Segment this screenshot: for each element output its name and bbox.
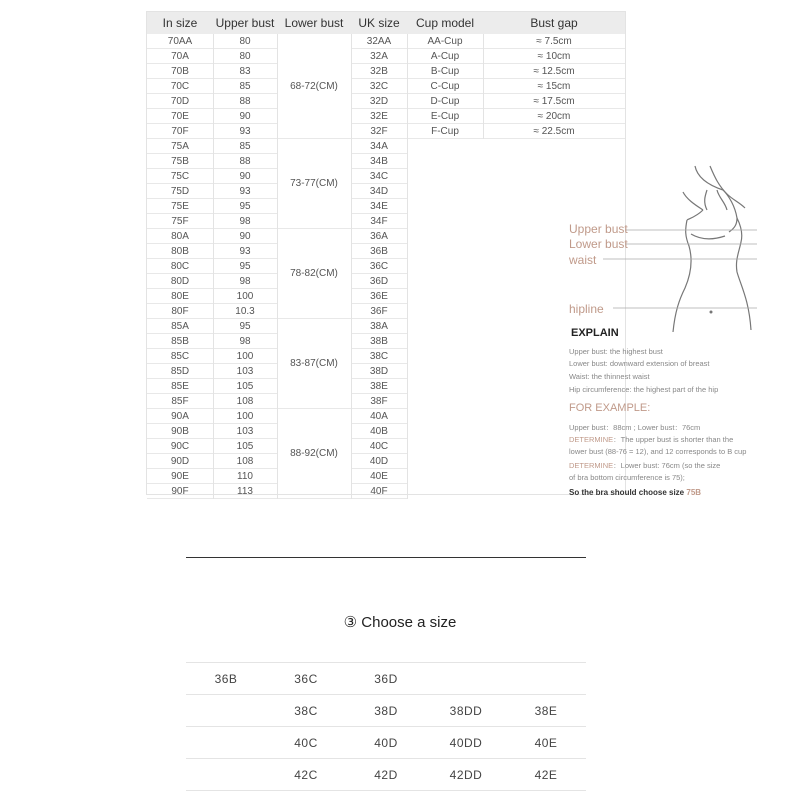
determine-2-line-a: DETERMINE：Lower bust: 76cm (so the size (569, 461, 721, 470)
in-size-cell: 70B (147, 64, 213, 79)
in-size-cell: 85E (147, 379, 213, 394)
in-size-cell: 80F (147, 304, 213, 319)
size-option-38c[interactable]: 38C (294, 704, 318, 718)
upper-bust-cell: 103 (213, 424, 277, 439)
uk-size-cell: 36B (351, 244, 407, 259)
upper-bust-cell: 110 (213, 469, 277, 484)
cup-model-cell: A-Cup (407, 49, 483, 64)
uk-size-cell: 38E (351, 379, 407, 394)
bust-gap-cell: ≈ 22.5cm (483, 124, 625, 139)
uk-size-cell: 34C (351, 169, 407, 184)
cup-model-cell: AA-Cup (407, 34, 483, 49)
determine-1-line-b: lower bust (88-76 = 12), and 12 corresponds to B cup (569, 447, 747, 456)
size-option-36d[interactable]: 36D (374, 672, 398, 686)
upper-bust-cell: 80 (213, 49, 277, 64)
uk-size-cell: 36A (351, 229, 407, 244)
size-option-38e[interactable]: 38E (534, 704, 558, 718)
header-uk-size: UK size (351, 12, 407, 34)
in-size-cell: 85F (147, 394, 213, 409)
in-size-cell: 80B (147, 244, 213, 259)
size-row-divider (186, 694, 586, 695)
uk-size-cell: 32F (351, 124, 407, 139)
in-size-cell: 70A (147, 49, 213, 64)
cup-model-cell: F-Cup (407, 124, 483, 139)
upper-bust-cell: 108 (213, 394, 277, 409)
lower-bust-label: Lower bust (569, 237, 628, 251)
size-option-42dd[interactable]: 42DD (449, 768, 483, 782)
column-divider (407, 34, 408, 499)
size-row-divider (186, 790, 586, 791)
uk-size-cell: 32AA (351, 34, 407, 49)
upper-bust-cell: 90 (213, 169, 277, 184)
column-divider (351, 34, 352, 499)
size-option-40e[interactable]: 40E (534, 736, 558, 750)
uk-size-cell: 40D (351, 454, 407, 469)
conclusion: So the bra should choose size 75B (569, 488, 702, 497)
uk-size-cell: 40B (351, 424, 407, 439)
cup-model-cell: B-Cup (407, 64, 483, 79)
in-size-cell: 75D (147, 184, 213, 199)
uk-size-cell: 34D (351, 184, 407, 199)
in-size-cell: 85C (147, 349, 213, 364)
in-size-cell: 75F (147, 214, 213, 229)
explain-line: Hip circumference: the highest part of the hip (569, 385, 719, 394)
column-divider (483, 34, 484, 139)
upper-bust-label: Upper bust (569, 222, 628, 236)
uk-size-cell: 38B (351, 334, 407, 349)
in-size-cell: 75C (147, 169, 213, 184)
in-size-cell: 90F (147, 484, 213, 499)
header-cup-model: Cup model (407, 12, 483, 34)
upper-bust-cell: 100 (213, 409, 277, 424)
in-size-cell: 90B (147, 424, 213, 439)
bust-gap-cell: ≈ 15cm (483, 79, 625, 94)
lower-bust-group: 88-92(CM) (277, 409, 351, 499)
explain-line: Lower bust: downward extension of breast (569, 359, 710, 368)
size-option-38d[interactable]: 38D (374, 704, 398, 718)
uk-size-cell: 38F (351, 394, 407, 409)
upper-bust-cell: 105 (213, 379, 277, 394)
uk-size-cell: 36E (351, 289, 407, 304)
size-row-divider (186, 726, 586, 727)
example-measurements: Upper bust：88cm ; Lower bust：76cm (569, 423, 701, 432)
uk-size-cell: 40E (351, 469, 407, 484)
upper-bust-cell: 85 (213, 139, 277, 154)
bust-gap-cell: ≈ 10cm (483, 49, 625, 64)
uk-size-cell: 32A (351, 49, 407, 64)
uk-size-cell: 34F (351, 214, 407, 229)
cup-model-cell: E-Cup (407, 109, 483, 124)
size-row-divider (186, 662, 586, 663)
upper-bust-cell: 95 (213, 199, 277, 214)
section-divider (186, 557, 586, 558)
in-size-cell: 80C (147, 259, 213, 274)
uk-size-cell: 32E (351, 109, 407, 124)
bust-gap-cell: ≈ 12.5cm (483, 64, 625, 79)
size-option-40c[interactable]: 40C (294, 736, 318, 750)
size-option-42d[interactable]: 42D (374, 768, 398, 782)
column-divider (213, 34, 214, 499)
explain-line: Waist: the thinnest waist (569, 372, 650, 381)
in-size-cell: 75A (147, 139, 213, 154)
upper-bust-cell: 98 (213, 334, 277, 349)
uk-size-cell: 36F (351, 304, 407, 319)
size-option-36c[interactable]: 36C (294, 672, 318, 686)
in-size-cell: 90E (147, 469, 213, 484)
upper-bust-cell: 88 (213, 154, 277, 169)
upper-bust-cell: 105 (213, 439, 277, 454)
uk-size-cell: 36C (351, 259, 407, 274)
in-size-cell: 90A (147, 409, 213, 424)
in-size-cell: 80D (147, 274, 213, 289)
header-bust-gap: Bust gap (483, 12, 625, 34)
example-title: FOR EXAMPLE: (569, 402, 651, 414)
in-size-cell: 70AA (147, 34, 213, 49)
in-size-cell: 80E (147, 289, 213, 304)
upper-bust-cell: 95 (213, 259, 277, 274)
in-size-cell: 90C (147, 439, 213, 454)
upper-bust-cell: 80 (213, 34, 277, 49)
size-option-40d[interactable]: 40D (374, 736, 398, 750)
upper-bust-cell: 98 (213, 214, 277, 229)
header-upper-bust: Upper bust (213, 12, 277, 34)
in-size-cell: 85B (147, 334, 213, 349)
upper-bust-cell: 10.3 (213, 304, 277, 319)
lower-bust-group: 83-87(CM) (277, 319, 351, 409)
choose-size-title: ③ Choose a size (343, 614, 457, 631)
upper-bust-cell: 113 (213, 484, 277, 499)
size-option-42e[interactable]: 42E (534, 768, 558, 782)
uk-size-cell: 40C (351, 439, 407, 454)
hipline-label: hipline (569, 302, 604, 316)
uk-size-cell: 34B (351, 154, 407, 169)
upper-bust-cell: 98 (213, 274, 277, 289)
lower-bust-group: 73-77(CM) (277, 139, 351, 229)
upper-bust-cell: 100 (213, 289, 277, 304)
lower-bust-group: 78-82(CM) (277, 229, 351, 319)
size-option-38dd[interactable]: 38DD (449, 704, 483, 718)
uk-size-cell: 38C (351, 349, 407, 364)
upper-bust-cell: 93 (213, 124, 277, 139)
in-size-cell: 85D (147, 364, 213, 379)
uk-size-cell: 32B (351, 64, 407, 79)
upper-bust-cell: 93 (213, 184, 277, 199)
determine-2-line-b: of bra bottom circumference is 75); (569, 473, 685, 482)
upper-bust-cell: 88 (213, 94, 277, 109)
uk-size-cell: 40F (351, 484, 407, 499)
in-size-cell: 90D (147, 454, 213, 469)
column-divider (277, 34, 278, 499)
uk-size-cell: 38D (351, 364, 407, 379)
in-size-cell: 75E (147, 199, 213, 214)
bust-gap-cell: ≈ 7.5cm (483, 34, 625, 49)
uk-size-cell: 38A (351, 319, 407, 334)
upper-bust-cell: 95 (213, 319, 277, 334)
upper-bust-cell: 103 (213, 364, 277, 379)
determine-1-line-a: DETERMINE：The upper bust is shorter than the (569, 435, 734, 444)
upper-bust-cell: 85 (213, 79, 277, 94)
upper-bust-cell: 100 (213, 349, 277, 364)
in-size-cell: 70F (147, 124, 213, 139)
upper-bust-cell: 93 (213, 244, 277, 259)
in-size-cell: 70C (147, 79, 213, 94)
uk-size-cell: 36D (351, 274, 407, 289)
cup-model-cell: C-Cup (407, 79, 483, 94)
in-size-cell: 70D (147, 94, 213, 109)
explain-line: Upper bust: the highest bust (569, 347, 663, 356)
size-chart-table (146, 11, 747, 497)
bust-gap-cell: ≈ 17.5cm (483, 94, 625, 109)
uk-size-cell: 32D (351, 94, 407, 109)
in-size-cell: 70E (147, 109, 213, 124)
header-in-size: In size (147, 12, 213, 34)
uk-size-cell: 40A (351, 409, 407, 424)
waist-label: waist (569, 253, 597, 267)
size-row-divider (186, 758, 586, 759)
upper-bust-cell: 108 (213, 454, 277, 469)
cup-model-cell: D-Cup (407, 94, 483, 109)
size-option-42c[interactable]: 42C (294, 768, 318, 782)
size-option-36b[interactable]: 36B (214, 672, 238, 686)
upper-bust-cell: 90 (213, 109, 277, 124)
in-size-cell: 85A (147, 319, 213, 334)
body-diagram (557, 160, 771, 505)
uk-size-cell: 34E (351, 199, 407, 214)
explain-title: EXPLAIN (571, 327, 619, 339)
uk-size-cell: 34A (351, 139, 407, 154)
upper-bust-cell: 83 (213, 64, 277, 79)
in-size-cell: 75B (147, 154, 213, 169)
size-option-40dd[interactable]: 40DD (449, 736, 483, 750)
upper-bust-cell: 90 (213, 229, 277, 244)
header-lower-bust: Lower bust (277, 12, 351, 34)
uk-size-cell: 32C (351, 79, 407, 94)
in-size-cell: 80A (147, 229, 213, 244)
bust-gap-cell: ≈ 20cm (483, 109, 625, 124)
lower-bust-group: 68-72(CM) (277, 34, 351, 139)
